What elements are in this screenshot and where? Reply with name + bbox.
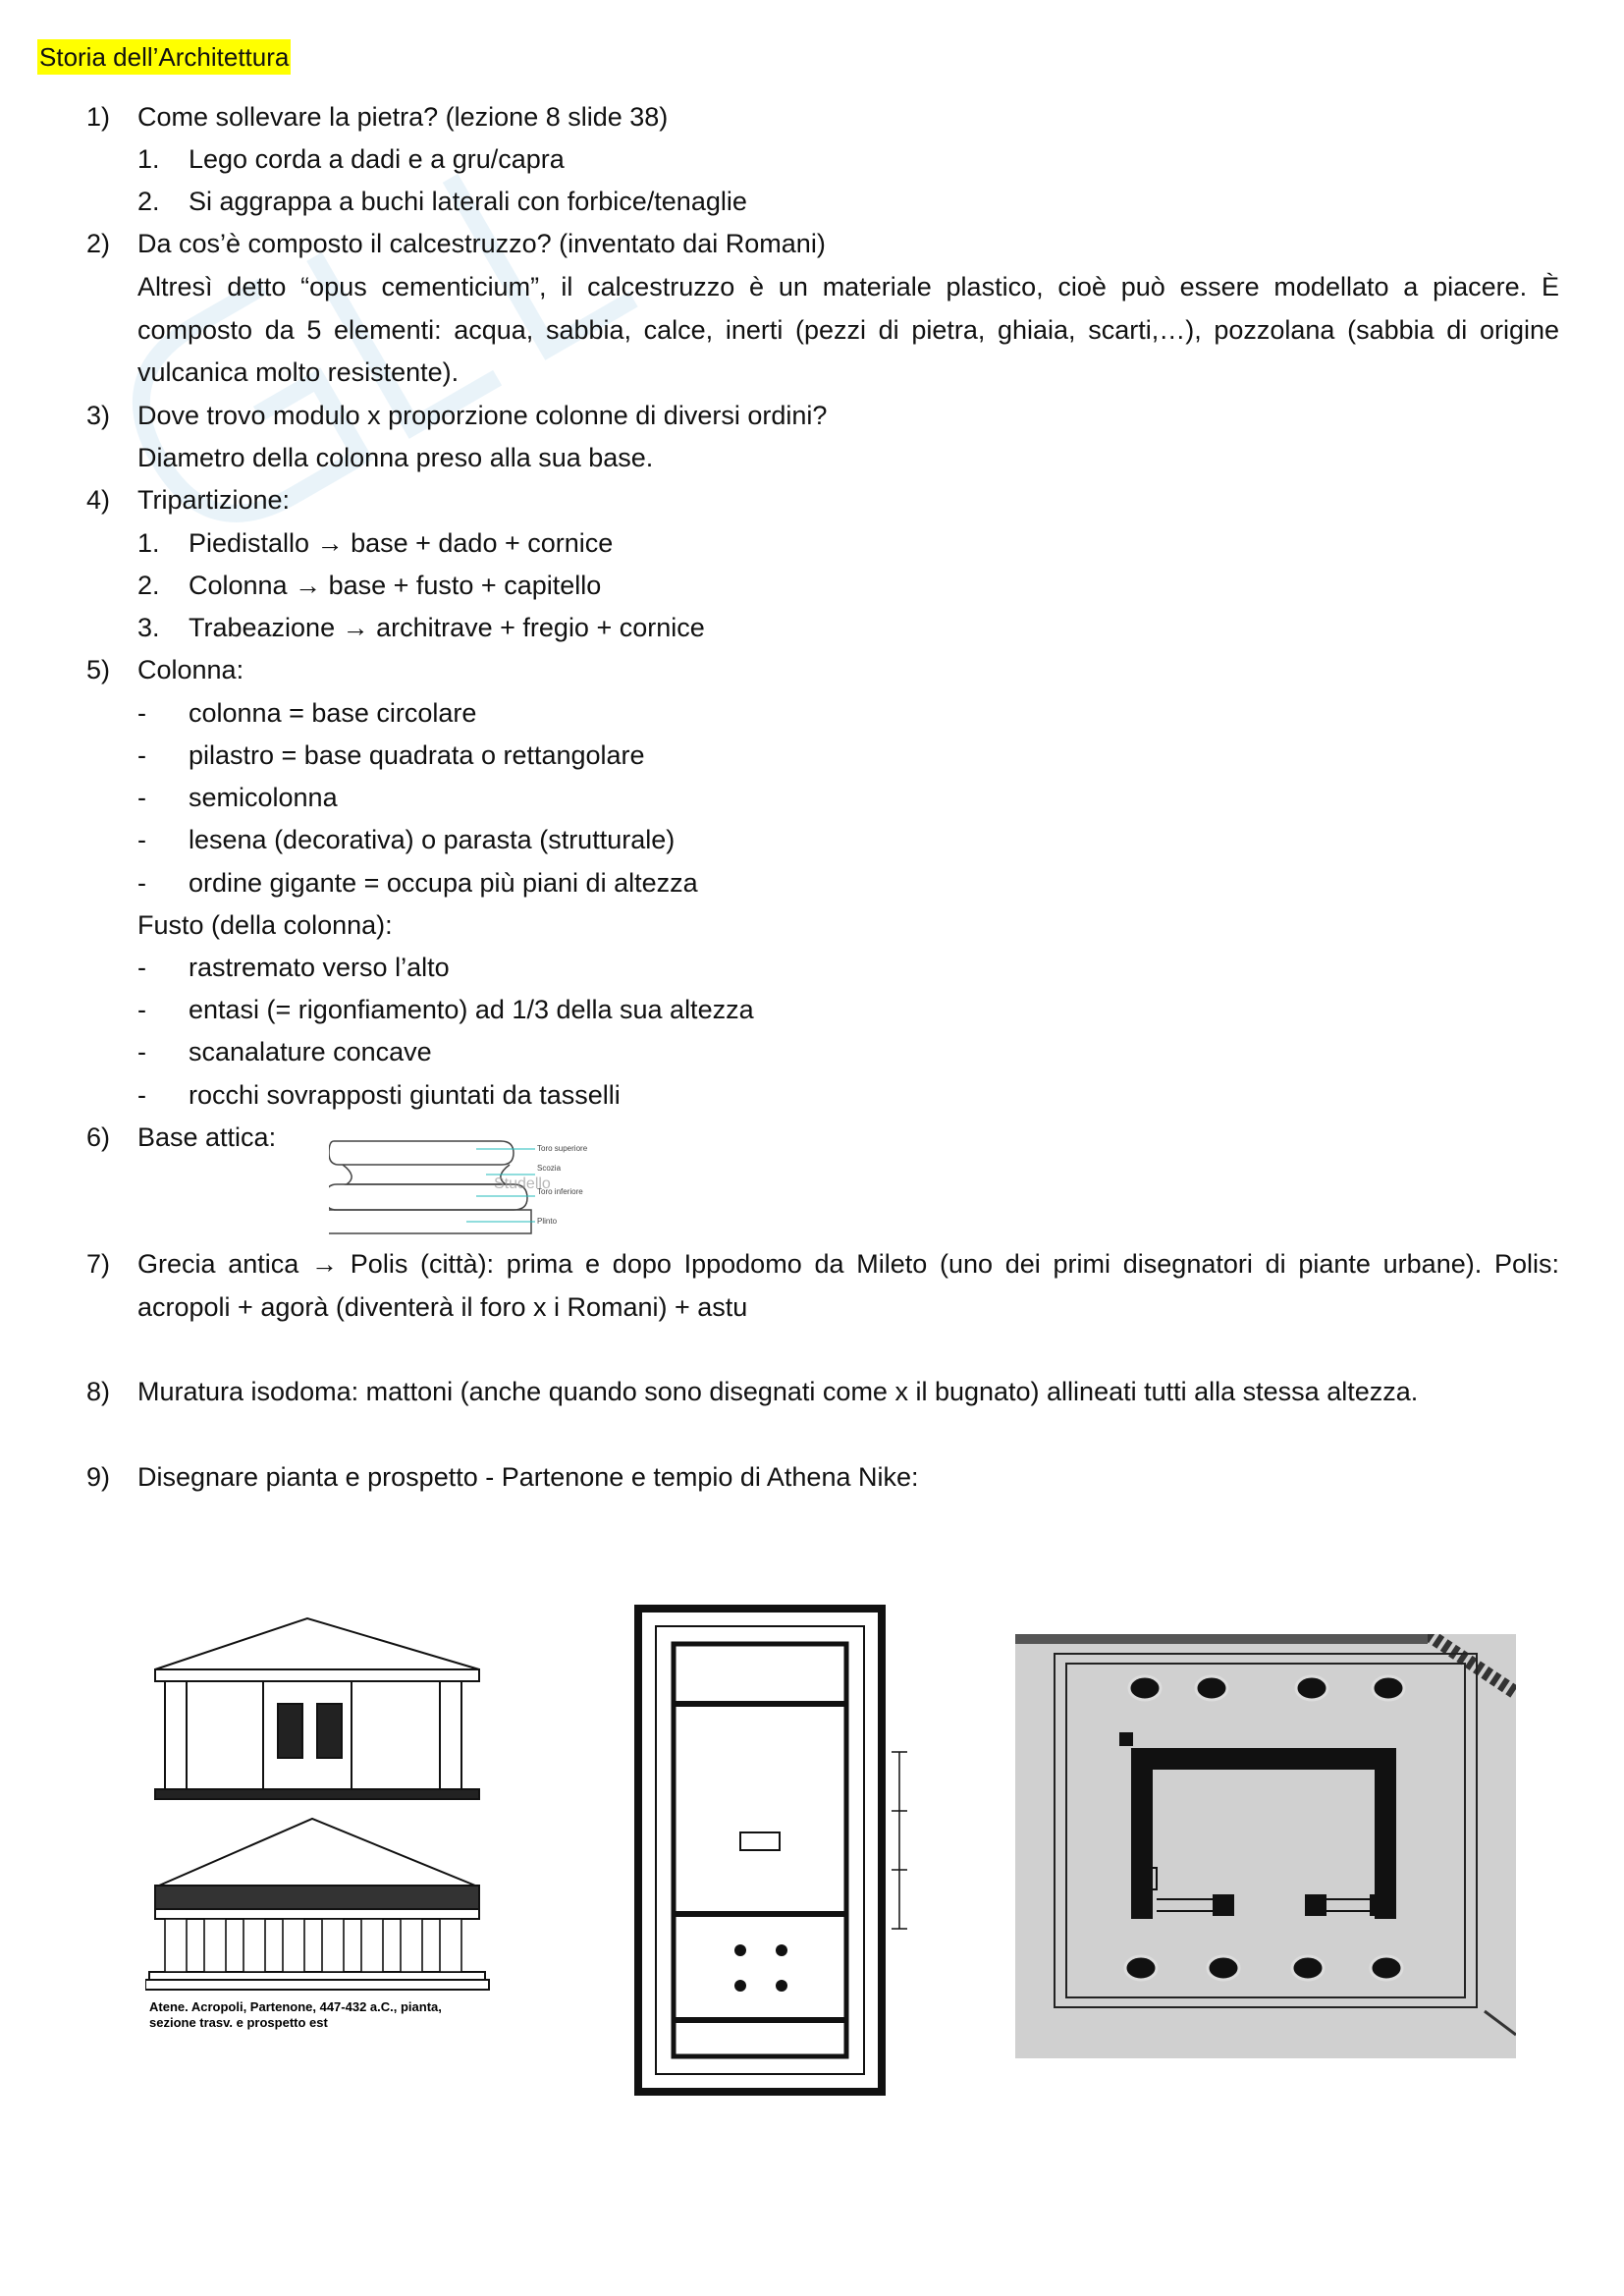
list-item: - lesena (decorativa) o parasta (strutturale) [137, 825, 676, 854]
question-text: Come sollevare la pietra? (lezione 8 slide 38) [137, 102, 669, 132]
subtitle: Fusto (della colonna): [137, 910, 393, 940]
list-item: - entasi (= rigonfiamento) ad 1/3 della sua altezza [137, 995, 754, 1024]
stamp-text: Studello [494, 1175, 551, 1192]
label-toro-inferiore: Toro inferiore [537, 1187, 583, 1196]
list-item: - ordine gigante = occupa più piani di altezza [137, 868, 698, 898]
question-text: Grecia antica → Polis (città): prima e dopo Ippodomo da Mileto (uno dei primi disegnatori di piante urbane). Polis: acropoli + agorà (diventerà il foro x i Romani) + astu [137, 1249, 1559, 1322]
parthenon-section-facade [145, 1611, 509, 2043]
parthenon-plan [634, 1605, 919, 2096]
athena-nike-plan [1015, 1634, 1516, 2058]
list-item: 1. Lego corda a dadi e a gru/capra [137, 144, 565, 174]
figure-caption-line2: sezione trasv. e prospetto est [149, 2015, 328, 2030]
list-item: - rocchi sovrapposti giuntati da tasselli [137, 1080, 621, 1110]
label-plinto: Plinto [537, 1217, 558, 1226]
list-item: - pilastro = base quadrata o rettangolare [137, 740, 645, 770]
list-item: 1. Piedistallo → base + dado + cornice [137, 528, 614, 558]
list-item: 2. Colonna → base + fusto + capitello [137, 571, 602, 600]
attic-base-diagram [329, 1137, 623, 1235]
list-item: - scanalature concave [137, 1037, 432, 1066]
list-item: - rastremato verso l’alto [137, 953, 450, 982]
list-item: 3. Trabeazione → architrave + fregio + cornice [137, 613, 705, 642]
list-item: - semicolonna [137, 783, 338, 812]
figure-caption-line1: Atene. Acropoli, Partenone, 447-432 a.C., pianta, [149, 1999, 442, 2014]
list-item: - colonna = base circolare [137, 698, 477, 728]
answer-paragraph: Altresì detto “opus cementicium”, il calcestruzzo è un materiale plastico, cioè può essere modellato a piacere. È composto da 5 elementi: acqua, sabbia, calce, inerti (pezzi di pietra, ghiaia, scarti,…), pozzolana (sabbia di origine vulcanica molto resistente). [137, 272, 1559, 387]
list-item: 2. Si aggrappa a buchi laterali con forbice/tenaglie [137, 187, 747, 216]
answer-text: Diametro della colonna preso alla sua base. [137, 443, 654, 472]
document-title: Storia dell’Architettura [37, 39, 291, 75]
document-page: Storia dell’Architettura 1) Come sollevare la pietra? (lezione 8 slide 38) 1. Lego corda a dadi e a gru/capra 2. Si aggrappa a buchi laterali con forbice/tenaglie 2) Da cos’è composto il calcestruzzo? (inventato dai Romani) Altresì detto “opus cementicium”, il calcestruzzo è un materiale plastico, cioè può essere modellato a piacere. È composto da 5 elementi: acqua, sabbia, calce, inerti (pezzi di pietra, ghiaia, scarti,…), pozzolana (sabbia di origine vulcanica molto resistente). 3) Dove trovo modulo x proporzione colonne di diversi ordini? Diametro della colonna preso alla sua base. 4) Tripartizione: 1. Piedistallo → base + dado + cornice 2. Colonna → base + fusto + capitello 3. Trabeazione → architrave + fregio + cornice 5) Colonna: - colonna = base circolare - pilastro = base quadrata o rettangolare - semicolonna - lesena (decorativa) o parasta (strutturale) - ordine gigante = occupa più piani di altezza Fusto (della colonna): - rastremato verso l’alto - entasi (= rigonfiamento) ad 1/3 della sua altezza - scanalature concave - rocchi sovrapposti giuntati da tasselli 6) Base attica: Toro superiore Scozia Toro inferiore Plinto Studello 7) Grecia antica → Polis (città): prima e dopo Ippodomo da Mileto (uno dei primi disegnatori di piante urbane). Polis: acropoli + agorà (diventerà il foro x i Romani) + astu 8) Muratura isodoma: mattoni (anche quando sono disegnati come x il bugnato) allineati tutti alla stessa altezza. 9) Disegnare pianta e prospetto - Partenone e tempio di Athena Nike: Atene. Acropoli, Partenone, 447-432 a.C., pianta, sezione trasv. e prospetto est [0, 0, 1624, 2296]
label-toro-superiore: Toro superiore [537, 1144, 588, 1153]
label-scozia: Scozia [537, 1164, 562, 1173]
question-number: 1) [86, 102, 111, 132]
